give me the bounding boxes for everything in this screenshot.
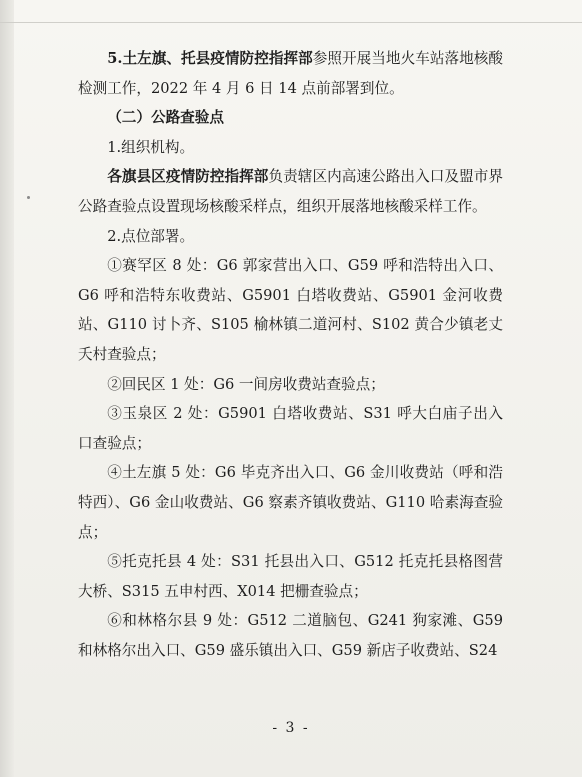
- paragraph-train-station: [78, 44, 503, 103]
- bold-lead: 5.土左旗、托县疫情防控指挥部: [107, 50, 313, 67]
- paragraph-text: 负责辖区内高速公路出入口及盟市界公路查验点设置现场核酸采样点，组织开展落地核酸采样工作。: [78, 168, 503, 215]
- top-border-line: [0, 22, 582, 23]
- section-title: （二）公路查验点: [107, 109, 224, 127]
- scan-speck: [27, 196, 30, 199]
- document-body: [78, 44, 503, 665]
- list-item: ④土左旗 5 处：G6 毕克齐出入口、G6 金川收费站（呼和浩特西）、G6 金山收费站、G6 察素齐镇收费站、G110 哈素海查验点；: [78, 464, 503, 541]
- bold-lead: 各旗县区疫情防控指挥部: [107, 168, 269, 186]
- subheading-organization: 1.组织机构。: [107, 138, 195, 156]
- scan-gutter: [0, 0, 14, 777]
- list-item: ③玉泉区 2 处：G5901 白塔收费站、S31 呼大白庙子出入口查验点；: [78, 405, 503, 452]
- list-item: ⑤托克托县 4 处：S31 托县出入口、G512 托克托县格图营大桥、S315 五申村西、X014 把栅查验点；: [78, 553, 503, 600]
- paragraph-organization: [78, 162, 503, 221]
- subheading-deployment: 2.点位部署。: [107, 227, 195, 245]
- list-item: ②回民区 1 处：G6 一间房收费站查验点；: [107, 375, 385, 393]
- list-item: ①赛罕区 8 处：G6 郭家营出入口、G59 呼和浩特出入口、G6 呼和浩特东收费站、G5901 白塔收费站、G5901 金河收费站、G110 讨卜齐、S105 榆林镇二道河村、S102 黄合少镇老丈夭村查验点；: [78, 257, 503, 363]
- list-item: ⑥和林格尔县 9 处：G512 二道脑包、G241 狗家滩、G59 和林格尔出入口、G59 盛乐镇出入口、G59 新店子收费站、S24: [78, 612, 503, 659]
- paragraph-text: 参照开展当地火车站落地核酸检测工作，2022 年 4 月 6 日 14 点前部署到位。: [78, 50, 503, 97]
- page-number: - 3 -: [272, 720, 310, 736]
